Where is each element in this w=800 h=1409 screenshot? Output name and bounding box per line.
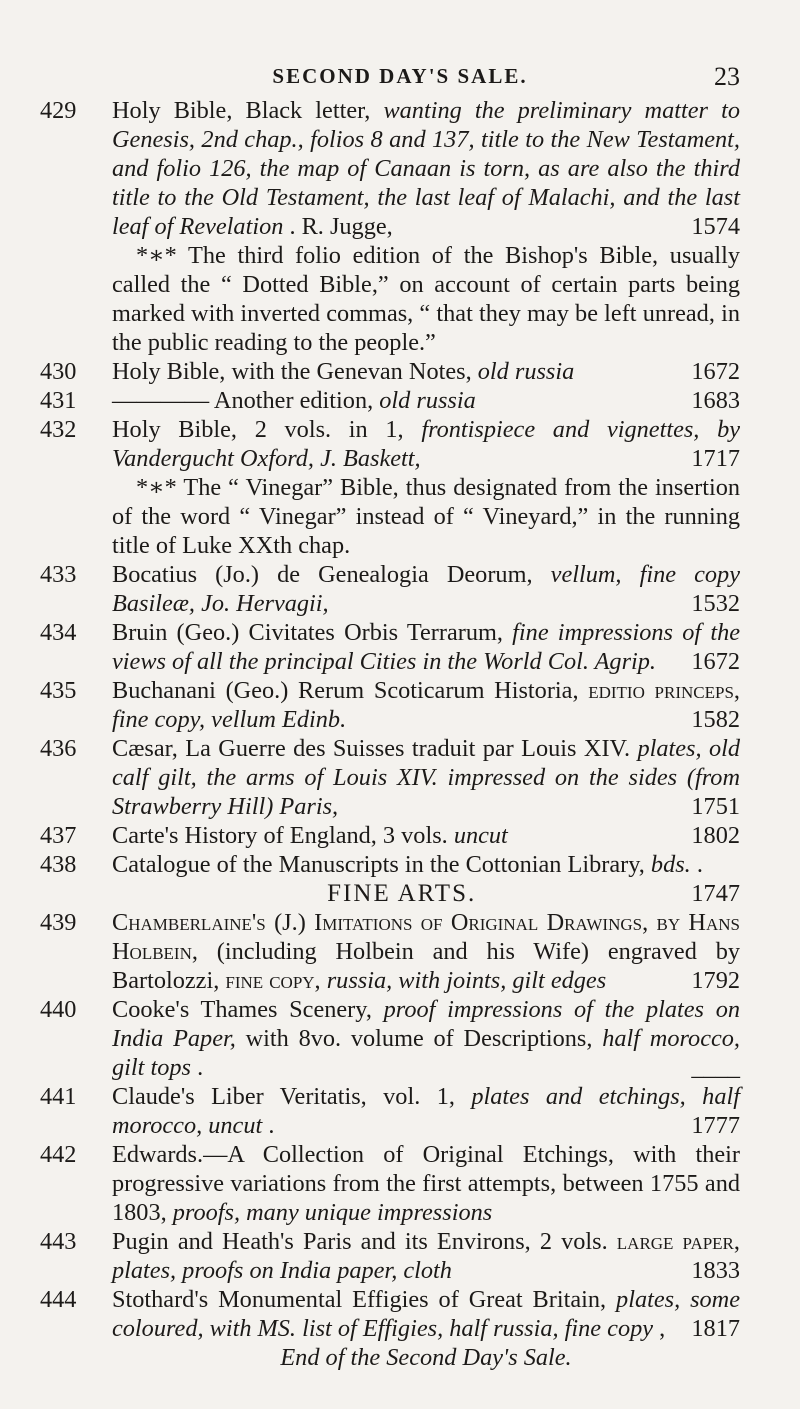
lot-439 xyxy=(40,908,740,995)
lot-edition: large paper, xyxy=(616,1228,740,1255)
lot-444 xyxy=(40,1285,740,1343)
lot-date: ____ xyxy=(691,1054,740,1081)
lot-title: Edwards.—A Collection of Original Etchings, with their progressive variations from the first attempts, between 1755 and 1803, xyxy=(112,1141,740,1226)
lot-binding: fine copy, vellum xyxy=(112,706,276,733)
lot-printer: Edinb. xyxy=(282,706,347,733)
lot-description: plates, old calf gilt, the arms of Louis XIV. impressed on the sides (from Strawberry Hill) xyxy=(112,735,741,820)
lot-binding: uncut xyxy=(453,822,508,849)
lot-title: Carte's History of England, 3 vols. xyxy=(112,822,448,849)
lot-separator: , xyxy=(659,1315,666,1342)
lot-date: 1833 xyxy=(691,1257,740,1284)
lot-433 xyxy=(40,560,740,618)
lot-binding: bds. xyxy=(650,851,691,878)
lot-443 xyxy=(40,1227,740,1285)
lot-440 xyxy=(40,995,740,1082)
lot-number: 439 xyxy=(40,909,77,936)
lot-description: frontispiece and vignettes, by Vandergucht xyxy=(112,416,741,472)
end-of-sale-line: End of the Second Day's Sale. xyxy=(280,1344,572,1371)
lot-number: 432 xyxy=(40,416,77,443)
lot-condition: fine copy, xyxy=(225,967,321,994)
lot-number: 433 xyxy=(40,561,77,588)
lot-442 xyxy=(40,1140,740,1227)
lot-437 xyxy=(40,821,740,850)
lot-429 xyxy=(40,96,740,241)
lot-description: proof impressions of the plates on India Paper, xyxy=(112,996,741,1052)
lot-title: Pugin and Heath's Paris and its Environs, 2 vols. xyxy=(112,1228,608,1255)
lot-separator: . xyxy=(696,851,703,878)
lot-type-black-letter: Black letter, xyxy=(245,97,371,124)
lot-432-note: *∗* The “ Vinegar” Bible, thus designated from the insertion of the word “ Vinegar” instead of “ Vineyard,” in the running title of Luke XXth chap. xyxy=(112,474,740,559)
lot-title: Holy Bible, 2 vols. in 1, xyxy=(112,416,404,443)
running-head: SECOND DAY'S SALE. xyxy=(272,64,528,88)
lot-binding: vellum, fine copy xyxy=(550,561,740,588)
lot-number: 435 xyxy=(40,677,77,704)
lot-title: Bocatius (Jo.) de Genealogia Deorum, xyxy=(112,561,533,588)
lot-description: plates, proofs on India paper, cloth xyxy=(112,1257,452,1284)
lot-title: Claude's Liber Veritatis, vol. 1, xyxy=(112,1083,455,1110)
lot-number: 440 xyxy=(40,996,77,1023)
lot-number: 438 xyxy=(40,851,77,878)
lot-date: 1672 xyxy=(691,648,740,675)
lot-title: Bruin (Geo.) Civitates Orbis Terrarum, xyxy=(112,619,503,646)
lot-title: Holy Bible, with the Genevan Notes, xyxy=(112,358,472,385)
lot-number: 444 xyxy=(40,1286,77,1313)
lot-435 xyxy=(40,676,740,734)
lot-title: Stothard's Monumental Effigies of Great Britain, xyxy=(112,1286,607,1313)
lot-printer: Oxford, J. Baskett, xyxy=(240,445,421,472)
lot-number: 434 xyxy=(40,619,77,646)
lot-429-note: *∗* The third folio edition of the Bishop's Bible, usually called the “ Dotted Bible,” on account of certain parts being marked with inverted commas, “ that they may be left unread, in the public reading to the people.” xyxy=(112,242,740,356)
lot-date: 1717 xyxy=(691,445,740,472)
lot-431 xyxy=(40,386,740,415)
lot-date: 1574 xyxy=(691,213,740,240)
lot-date: 1672 xyxy=(691,358,740,385)
lot-date: 1817 xyxy=(691,1315,740,1342)
lot-436 xyxy=(40,734,740,821)
page-header xyxy=(0,64,800,100)
lot-extra: with 8vo. volume of Descriptions, xyxy=(245,1025,593,1052)
lot-number: 431 xyxy=(40,387,77,414)
lot-430 xyxy=(40,357,740,386)
lot-number: 436 xyxy=(40,735,77,762)
lot-432 xyxy=(40,415,740,473)
lot-description: plates and etchings, half morocco, uncut xyxy=(112,1083,740,1139)
lot-description: proofs, many unique impressions xyxy=(172,1199,493,1226)
lot-date: 1582 xyxy=(691,706,740,733)
lot-binding: old russia xyxy=(379,387,476,414)
lot-date: 1683 xyxy=(691,387,740,414)
lot-description: plates, some coloured, with MS. list of Effigies, half russia, fine copy xyxy=(112,1286,741,1342)
lot-title: ———— Another edition, xyxy=(112,387,374,414)
lot-separator: . xyxy=(268,1112,275,1139)
lot-title: Holy Bible, xyxy=(112,97,233,124)
lot-printer: Paris, xyxy=(279,793,339,820)
lot-title: Catalogue of the Manuscripts in the Cottonian Library, xyxy=(112,851,645,878)
lot-description: (including Holbein and his Wife) engraved by Bartolozzi, xyxy=(112,938,740,994)
lot-title: Buchanani (Geo.) Rerum Scoticarum Historia, xyxy=(112,677,579,704)
lot-441 xyxy=(40,1082,740,1140)
lot-binding: russia, with joints, gilt edges xyxy=(326,967,607,994)
lot-date: 1532 xyxy=(691,590,740,617)
lot-date: 1777 xyxy=(691,1112,740,1139)
lot-description: wanting the preliminary matter to Genesis, 2nd chap., folios 8 and 137, title to the New Testament, and folio 126, the map of Canaan is torn, as are also the third title to the Old Testament, the last leaf of Malachi, and the last leaf of Revelation xyxy=(112,97,740,240)
lot-printer: Col. Agrip. xyxy=(547,648,656,675)
lot-number: 443 xyxy=(40,1228,77,1255)
lot-binding: old russia xyxy=(477,358,575,385)
lot-number: 442 xyxy=(40,1141,77,1168)
lot-number: 430 xyxy=(40,358,77,385)
lot-number: 429 xyxy=(40,97,77,124)
lot-description: fine impressions of the views of all the principal Cities in the World xyxy=(112,619,741,675)
lot-title: Chamberlaine's (J.) Imitations of Original Drawings, by Hans Holbein, xyxy=(112,909,740,965)
lot-date: 1747 xyxy=(691,880,740,907)
lot-date: 1792 xyxy=(691,967,740,994)
lot-list xyxy=(40,96,740,1372)
lot-edition: editio princeps, xyxy=(588,677,740,704)
lot-number: 441 xyxy=(40,1083,77,1110)
lot-date: 1802 xyxy=(691,822,740,849)
lot-binding: half morocco, gilt tops xyxy=(112,1025,740,1081)
lot-title: Cæsar, La Guerre des Suisses traduit par Louis XIV. xyxy=(112,735,631,762)
lot-separator: . xyxy=(197,1054,204,1081)
lot-title: Cooke's Thames Scenery, xyxy=(112,996,372,1023)
page-number: 23 xyxy=(714,62,740,91)
section-title: FINE ARTS. xyxy=(327,880,477,907)
lot-434 xyxy=(40,618,740,676)
lot-number: 437 xyxy=(40,822,77,849)
lot-date: 1751 xyxy=(691,793,740,820)
lot-printer: . R. Jugge, xyxy=(289,213,393,240)
lot-printer: Basileæ, Jo. Hervagii, xyxy=(112,590,329,617)
